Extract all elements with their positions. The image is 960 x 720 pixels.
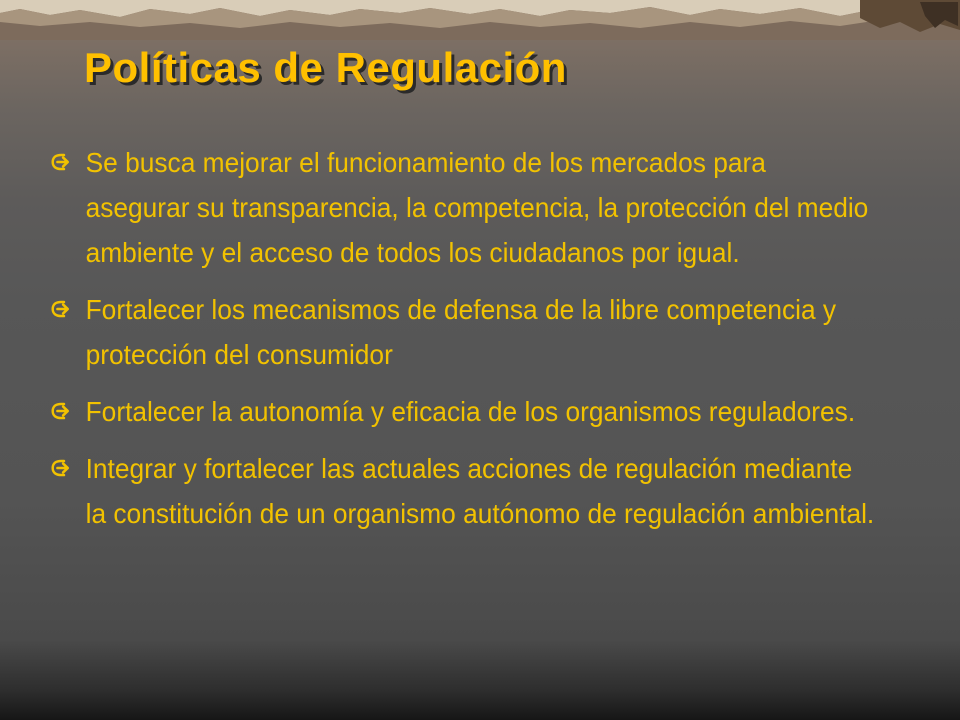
curved-arrow-right-icon — [50, 402, 71, 420]
bullet-list — [48, 140, 928, 548]
torn-paper-banner — [0, 0, 960, 40]
curved-arrow-right-icon — [50, 300, 71, 318]
list-item — [48, 389, 875, 434]
bullet-text: Se busca mejorar el funcionamiento de los mercados para asegurar su transparencia, la competencia, la protección del medio ambiente y el acceso de todos los ciudadanos por igual. — [85, 147, 869, 268]
list-item — [48, 287, 875, 377]
slide-title: Políticas de Regulación — [84, 44, 567, 91]
list-item — [48, 140, 875, 275]
curved-arrow-right-icon — [50, 153, 71, 171]
list-item — [48, 446, 875, 536]
curved-arrow-right-icon — [50, 459, 71, 477]
bullet-text: Fortalecer la autonomía y eficacia de los organismos reguladores. — [85, 396, 856, 427]
bullet-text: Integrar y fortalecer las actuales acciones de regulación mediante la constitución de un organismo autónomo de regulación ambiental. — [85, 453, 875, 529]
bullet-text: Fortalecer los mecanismos de defensa de la libre competencia y protección del consumidor — [85, 294, 837, 370]
